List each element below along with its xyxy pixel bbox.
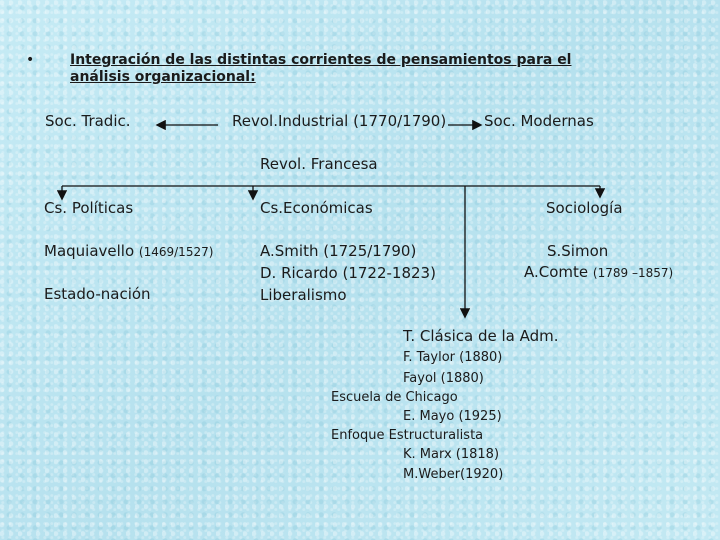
classic-theory-item: M.Weber(1920) — [403, 467, 504, 482]
slide-title: Integración de las distintas corrientes de pensamientos para el análisis organizacional: — [70, 52, 572, 85]
comte-name: A.Comte — [524, 263, 589, 281]
ciencias-politicas-heading: Cs. Políticas — [44, 199, 134, 217]
estado-nacion-label: Estado-nación — [44, 285, 151, 303]
classic-theory-item: Escuela de Chicago — [331, 390, 458, 405]
revol-industrial-label: Revol.Industrial (1770/1790) — [232, 112, 447, 130]
comte-dates: (1789 –1857) — [592, 266, 674, 280]
comte-entry — [524, 263, 673, 281]
revol-francesa-label: Revol. Francesa — [260, 155, 378, 173]
sociologia-heading: Sociología — [546, 199, 623, 217]
maquiavello-dates: (1469/1527) — [138, 245, 214, 259]
soc-modernas-label: Soc. Modernas — [484, 112, 594, 130]
economics-line: A.Smith (1725/1790) — [260, 242, 417, 260]
ciencias-economicas-heading: Cs.Económicas — [260, 199, 373, 217]
classic-theory-item: K. Marx (1818) — [403, 447, 500, 462]
teoria-clasica-heading: T. Clásica de la Adm. — [403, 327, 559, 345]
bullet-marker: • — [26, 52, 35, 68]
classic-theory-item: E. Mayo (1925) — [403, 409, 502, 424]
saint-simon-label: S.Simon — [547, 242, 609, 260]
soc-tradicional-label: Soc. Tradic. — [45, 112, 131, 130]
maquiavello-entry — [44, 242, 213, 260]
classic-theory-item: Enfoque Estructuralista — [331, 428, 484, 443]
economics-line: Liberalismo — [260, 286, 347, 304]
classic-theory-item: Fayol (1880) — [403, 371, 484, 386]
classic-theory-item: F. Taylor (1880) — [403, 350, 503, 365]
maquiavello-name: Maquiavello — [44, 242, 135, 260]
economics-line: D. Ricardo (1722-1823) — [260, 264, 436, 282]
